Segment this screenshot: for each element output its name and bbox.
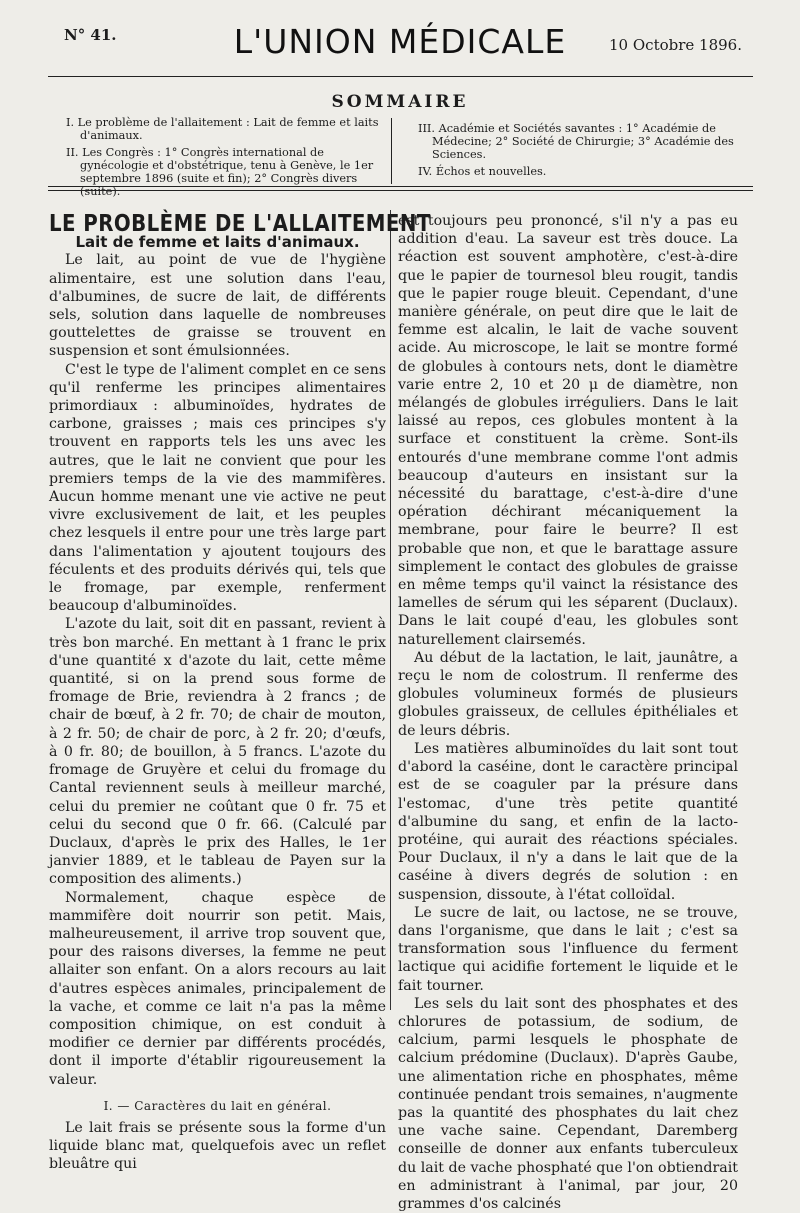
paragraph: Les sels du lait sont des phosphates et des chlorures de potassium, de sodium, de calcium, parmi lesquels le phosphate de calcium prédomine (Duclaux). D'après Gaube, une alimentation riche en phosphates, même continuée pendant trois semaines, n'augmente pas la quantité des phosphates du lait chez une vache saine. Cependant, Daremberg conseille de donner aux enfants tuberculeux du lait de vache phosphaté que l'on obtiendrait en administrant à l'animal, par jour, 20 grammes d'os calcinés [398,995,738,1212]
paragraph: est toujours peu prononcé, s'il n'y a pas eu addition d'eau. La saveur est très douce. La réaction est souvent amphotère, c'est-à-dire que le papier de tournesol bleu rougit, tandis que le papier rouge bleuit. Cependant, d'une manière générale, on peut dire que le lait de femme est alcalin, le lait de vache souvent acide. Au microscope, le lait se montre formé de globules à contours nets, dont le diamètre varie entre 2, 10 et 20 μ de diamètre, non mélangés de globules irréguliers. Dans le lait laissé au repos, ces globules montent à la surface et constituent la crème. Sont-ils entourés d'une membrane comme l'ont admis beaucoup d'auteurs en insistant sur la nécessité du barattage, c'est-à-dire d'une opération déchirant mécaniquement la membrane, pour faire le beurre? Il est probable que non, et que le barattage assure simplement le contact des globules de graisse en même temps qu'il vainct la résistance des lamelles de sérum qui les séparent (Duclaux). Dans le lait coupé d'eau, les globules sont naturellement clairsemés. [398,213,738,648]
article-title: LE PROBLÈME DE L'ALLAITEMENT [49,211,431,237]
paragraph: Au début de la lactation, le lait, jaunâtre, a reçu le nom de colostrum. Il renferme des globules volumineux formés de plusieurs globules graisseux, de cellules épithéliales et de leurs débris. [398,649,738,739]
sommaire-right [418,122,736,182]
paragraph: Les matières albuminoïdes du lait sont tout d'abord la caséine, dont le caractère principal est de se coaguler par la présure dans l'estomac, d'une très petite quantité d'albumine du sang, et enfin de la lacto-protéine, qui aurait des réactions spéciales. Pour Duclaux, il n'y a dans le lait que de la caséine à divers degrés de solution : en suspension, dissoute, à l'état colloïdal. [398,740,738,903]
issue-date: 10 Octobre 1896. [609,36,742,54]
paragraph: Le lait, au point de vue de l'hygiène alimentaire, est une solution dans l'eau, d'albumines, de sucre de lait, de différents sels, solution dans laquelle de nombreuses gouttelettes de graisse se trouvent en suspension et sont émulsionnées. [49,252,386,360]
sommaire-item: II. Les Congrès : 1° Congrès international de gynécologie et d'obstétrique, tenu à Genève, le 1er septembre 1896 (suite et fin); 2° Congrès divers (suite). [66,146,374,198]
masthead-rule [48,76,753,77]
sommaire-item: I. Le problème de l'allaitement : Lait de femme et laits d'animaux. [66,116,379,142]
paragraph: Le sucre de lait, ou lactose, ne se trouve, dans l'organisme, que dans le lait ; c'est sa transformation sous l'influence du ferment lactique qui acidifie fortement le liquide et le fait tourner. [398,904,738,994]
sommaire-item: III. Académie et Sociétés savantes : 1° Académie de Médecine; 2° Société de Chirurgie; 3° Académie des Sciences. [418,122,734,161]
paragraph: C'est le type de l'aliment complet en ce sens qu'il renferme les principes alimentaires primordiaux : albuminoïdes, hydrates de carbone, graisses ; mais ces principes s'y trouvent en rapports tels les uns avec les autres, que le lait ne convient que pour les premiers temps de la vie des mammifères. Aucun homme menant une vie active ne peut vivre exclusivement de lait, et les peuples chez lesquels il entre pour une très large part dans l'alimentation y ajoutent toujours des féculents et des produits dérivés qui, tels que le fromage, par exemple, renferment beaucoup d'albuminoïdes. [49,361,386,615]
journal-title: L'UNION MÉDICALE [233,22,567,61]
sommaire-item: IV. Échos et nouvelles. [418,165,547,178]
right-column [398,212,738,1213]
issue-number: N° 41. [64,26,117,44]
paragraph: Le lait frais se présente sous la forme d'un liquide blanc mat, quelquefois avec un reflet bleuâtre qui [49,1119,386,1173]
article-subtitle: Lait de femme et laits d'animaux. [75,233,360,252]
section-heading: I. — Caractères du lait en général. [103,1098,332,1113]
sommaire-rule-bottom [48,190,753,191]
sommaire-title: SOMMAIRE [331,92,469,112]
column-divider [390,210,391,1010]
sommaire-rule-top [48,186,753,187]
paragraph: L'azote du lait, soit dit en passant, revient à très bon marché. En mettant à 1 franc le prix d'une quantité x d'azote du lait, cette même quantité, si on la prend sous forme de fromage de Brie, reviendra à 2 francs ; de chair de bœuf, à 2 fr. 70; de chair de mouton, à 2 fr. 50; de chair de porc, à 2 fr. 20; d'œufs, à 0 fr. 80; de bouillon, à 5 francs. L'azote du fromage de Gruyère et celui du fromage du Cantal reviennent seuls à meilleur marché, celui du premier ne coûtant que 0 fr. 75 et celui du second que 0 fr. 66. (Calculé par Duclaux, d'après le prix des Halles, le 1er janvier 1889, et le tableau de Payen sur la composition des aliments.) [49,616,386,888]
sommaire-divider [391,118,392,184]
left-column [49,211,431,1174]
paragraph: Normalement, chaque espèce de mammifère doit nourrir son petit. Mais, malheureusement, il arrive trop souvent que, pour des raisons diverses, la femme ne peut allaiter son enfant. On a alors recours au lait d'autres espèces animales, principalement de la vache, et comme ce lait n'a pas la même composition chimique, on est conduit à modifier ce dernier par différents procédés, dont il importe d'établir rigoureusement la valeur. [49,889,386,1088]
